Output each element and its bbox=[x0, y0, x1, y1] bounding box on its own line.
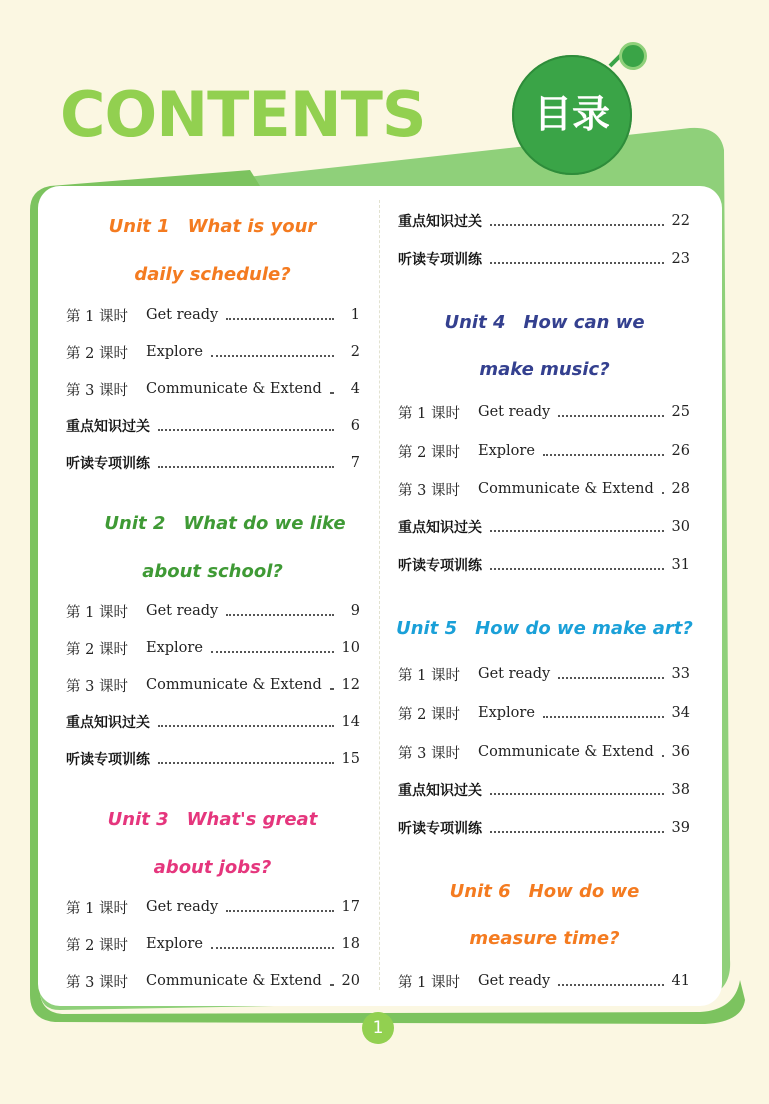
unit-6-title-line-1: How do we bbox=[528, 881, 640, 902]
dot-leader bbox=[558, 677, 663, 679]
dot-leader bbox=[490, 568, 664, 570]
page-number: 7 bbox=[350, 455, 360, 471]
section-label: 听读专项训练 bbox=[66, 456, 150, 472]
dot-leader bbox=[226, 614, 334, 616]
unit-1-heading-line-1 bbox=[60, 216, 365, 238]
toc-row[interactable] bbox=[398, 970, 690, 992]
dot-leader bbox=[158, 762, 334, 764]
toc-row[interactable] bbox=[66, 378, 360, 400]
page-number: 31 bbox=[671, 557, 690, 573]
toc-row[interactable] bbox=[66, 896, 360, 918]
section-label: 重点知识过关 bbox=[66, 419, 150, 435]
page-number: 30 bbox=[671, 519, 690, 535]
lesson-label: 第 1 课时 bbox=[66, 604, 128, 621]
unit-4-label: Unit 4 bbox=[444, 312, 506, 333]
lesson-label: 第 3 课时 bbox=[66, 678, 128, 695]
unit-4-heading-line-2: make music? bbox=[479, 359, 610, 380]
unit-1-label: Unit 1 bbox=[108, 216, 170, 237]
page-number: 10 bbox=[341, 640, 360, 656]
section-label: 听读专项训练 bbox=[398, 558, 482, 574]
unit-3-label: Unit 3 bbox=[107, 809, 169, 830]
lesson-name: Get ready bbox=[146, 307, 219, 323]
unit-4-heading-line-1 bbox=[392, 312, 697, 334]
page-number: 23 bbox=[671, 251, 690, 267]
toc-row[interactable] bbox=[398, 554, 690, 576]
toc-row[interactable] bbox=[66, 600, 360, 622]
page-number: 6 bbox=[350, 418, 360, 434]
unit-2-heading-line-2: about school? bbox=[142, 561, 283, 582]
toc-row[interactable] bbox=[66, 304, 360, 326]
dot-leader bbox=[226, 318, 334, 320]
lesson-label: 第 1 课时 bbox=[66, 900, 128, 917]
contents-title: CONTENTS bbox=[60, 78, 426, 151]
badge-label: 目录 bbox=[533, 92, 610, 136]
dot-leader bbox=[558, 415, 663, 417]
page-number: 28 bbox=[671, 481, 690, 497]
page-number: 20 bbox=[341, 973, 360, 989]
unit-2-title-line-1: What do we like bbox=[183, 513, 346, 534]
lesson-label: 第 2 课时 bbox=[398, 444, 460, 461]
toc-row[interactable] bbox=[66, 933, 360, 955]
unit-5-heading bbox=[392, 618, 697, 640]
toc-row[interactable] bbox=[66, 711, 360, 733]
dot-leader bbox=[662, 492, 664, 494]
lesson-label: 第 3 课时 bbox=[398, 482, 460, 499]
lesson-name: Explore bbox=[146, 936, 203, 952]
page-number: 34 bbox=[671, 705, 690, 721]
lesson-name: Communicate & Extend bbox=[146, 973, 322, 989]
lesson-label: 第 2 课时 bbox=[66, 345, 128, 362]
page-number: 36 bbox=[671, 744, 690, 760]
toc-row[interactable] bbox=[398, 401, 690, 423]
unit-5-label: Unit 5 bbox=[396, 618, 458, 639]
dot-leader bbox=[662, 755, 664, 757]
toc-row[interactable] bbox=[66, 748, 360, 770]
page-number: 41 bbox=[671, 973, 690, 989]
dot-leader bbox=[158, 466, 334, 468]
unit-6-label: Unit 6 bbox=[449, 881, 511, 902]
unit-2-heading-line-1 bbox=[60, 513, 390, 535]
page-number: 17 bbox=[341, 899, 360, 915]
lesson-name: Get ready bbox=[478, 666, 551, 682]
lesson-name: Get ready bbox=[478, 973, 551, 989]
section-label: 听读专项训练 bbox=[398, 821, 482, 837]
lesson-name: Get ready bbox=[146, 603, 219, 619]
dot-leader bbox=[158, 429, 334, 431]
page-number: 33 bbox=[671, 666, 690, 682]
toc-row[interactable] bbox=[66, 341, 360, 363]
badge-dot-decoration bbox=[619, 42, 647, 70]
unit-2-label: Unit 2 bbox=[104, 513, 166, 534]
toc-row[interactable] bbox=[398, 663, 690, 685]
lesson-label: 第 2 课时 bbox=[66, 641, 128, 658]
section-label: 听读专项训练 bbox=[398, 252, 482, 268]
lesson-label: 第 1 课时 bbox=[398, 405, 460, 422]
toc-row[interactable] bbox=[66, 452, 360, 474]
dot-leader bbox=[226, 910, 333, 912]
page-number: 18 bbox=[341, 936, 360, 952]
dot-leader bbox=[330, 392, 334, 394]
dot-leader bbox=[490, 831, 664, 833]
page-number: 2 bbox=[350, 344, 360, 360]
lesson-name: Communicate & Extend bbox=[478, 481, 654, 497]
lesson-name: Explore bbox=[146, 344, 203, 360]
toc-row[interactable] bbox=[398, 741, 690, 763]
toc-row[interactable] bbox=[398, 210, 690, 232]
lesson-name: Communicate & Extend bbox=[146, 381, 322, 397]
contents-badge bbox=[512, 55, 632, 175]
lesson-label: 第 1 课时 bbox=[398, 974, 460, 991]
column-divider bbox=[379, 200, 380, 990]
unit-3-title-line-1: What's great bbox=[186, 809, 318, 830]
lesson-label: 第 1 课时 bbox=[66, 308, 128, 325]
page-number: 12 bbox=[341, 677, 360, 693]
page-number: 9 bbox=[350, 603, 360, 619]
page-number: 15 bbox=[341, 751, 360, 767]
page-number: 25 bbox=[671, 404, 690, 420]
section-label: 听读专项训练 bbox=[66, 752, 150, 768]
lesson-name: Communicate & Extend bbox=[146, 677, 322, 693]
lesson-name: Get ready bbox=[478, 404, 551, 420]
toc-row[interactable] bbox=[398, 779, 690, 801]
dot-leader bbox=[490, 262, 664, 264]
unit-1-heading-line-2: daily schedule? bbox=[134, 264, 291, 285]
toc-row[interactable] bbox=[66, 970, 360, 992]
dot-leader bbox=[211, 651, 334, 653]
lesson-name: Communicate & Extend bbox=[478, 744, 654, 760]
section-label: 重点知识过关 bbox=[398, 214, 482, 230]
dot-leader bbox=[490, 224, 664, 226]
page-number: 26 bbox=[671, 443, 690, 459]
toc-row[interactable] bbox=[66, 415, 360, 437]
section-label: 重点知识过关 bbox=[398, 520, 482, 536]
dot-leader bbox=[211, 947, 334, 949]
lesson-label: 第 3 课时 bbox=[66, 382, 128, 399]
unit-6-heading-line-2: measure time? bbox=[469, 928, 620, 949]
lesson-name: Get ready bbox=[146, 899, 219, 915]
dot-leader bbox=[490, 530, 664, 532]
lesson-name: Explore bbox=[478, 705, 535, 721]
page-number: 4 bbox=[350, 381, 360, 397]
toc-row[interactable] bbox=[66, 674, 360, 696]
lesson-name: Explore bbox=[146, 640, 203, 656]
unit-5-title: How do we make art? bbox=[475, 618, 693, 639]
toc-row[interactable] bbox=[398, 817, 690, 839]
dot-leader bbox=[490, 793, 664, 795]
lesson-label: 第 1 课时 bbox=[398, 667, 460, 684]
section-label: 重点知识过关 bbox=[66, 715, 150, 731]
page-number: 14 bbox=[341, 714, 360, 730]
toc-row[interactable] bbox=[398, 702, 690, 724]
page-number: 39 bbox=[671, 820, 690, 836]
lesson-name: Explore bbox=[478, 443, 535, 459]
lesson-label: 第 3 课时 bbox=[66, 974, 128, 991]
page-number: 22 bbox=[671, 213, 690, 229]
dot-leader bbox=[543, 716, 664, 718]
unit-3-heading-line-1 bbox=[60, 809, 365, 831]
page-number: 38 bbox=[671, 782, 690, 798]
unit-4-title-line-1: How can we bbox=[523, 312, 645, 333]
unit-3-heading-line-2: about jobs? bbox=[153, 857, 272, 878]
dot-leader bbox=[543, 454, 664, 456]
dot-leader bbox=[558, 984, 663, 986]
dot-leader bbox=[330, 984, 334, 986]
dot-leader bbox=[330, 688, 334, 690]
lesson-label: 第 3 课时 bbox=[398, 745, 460, 762]
toc-row[interactable] bbox=[66, 637, 360, 659]
dot-leader bbox=[211, 355, 334, 357]
toc-row[interactable] bbox=[398, 478, 690, 500]
lesson-label: 第 2 课时 bbox=[398, 706, 460, 723]
lesson-label: 第 2 课时 bbox=[66, 937, 128, 954]
page-number: 1 bbox=[350, 307, 360, 323]
dot-leader bbox=[158, 725, 334, 727]
section-label: 重点知识过关 bbox=[398, 783, 482, 799]
toc-row[interactable] bbox=[398, 248, 690, 270]
page-number-badge: 1 bbox=[362, 1012, 394, 1044]
unit-6-heading-line-1 bbox=[392, 881, 697, 903]
toc-row[interactable] bbox=[398, 440, 690, 462]
unit-1-title-line-1: What is your bbox=[187, 216, 317, 237]
toc-row[interactable] bbox=[398, 516, 690, 538]
